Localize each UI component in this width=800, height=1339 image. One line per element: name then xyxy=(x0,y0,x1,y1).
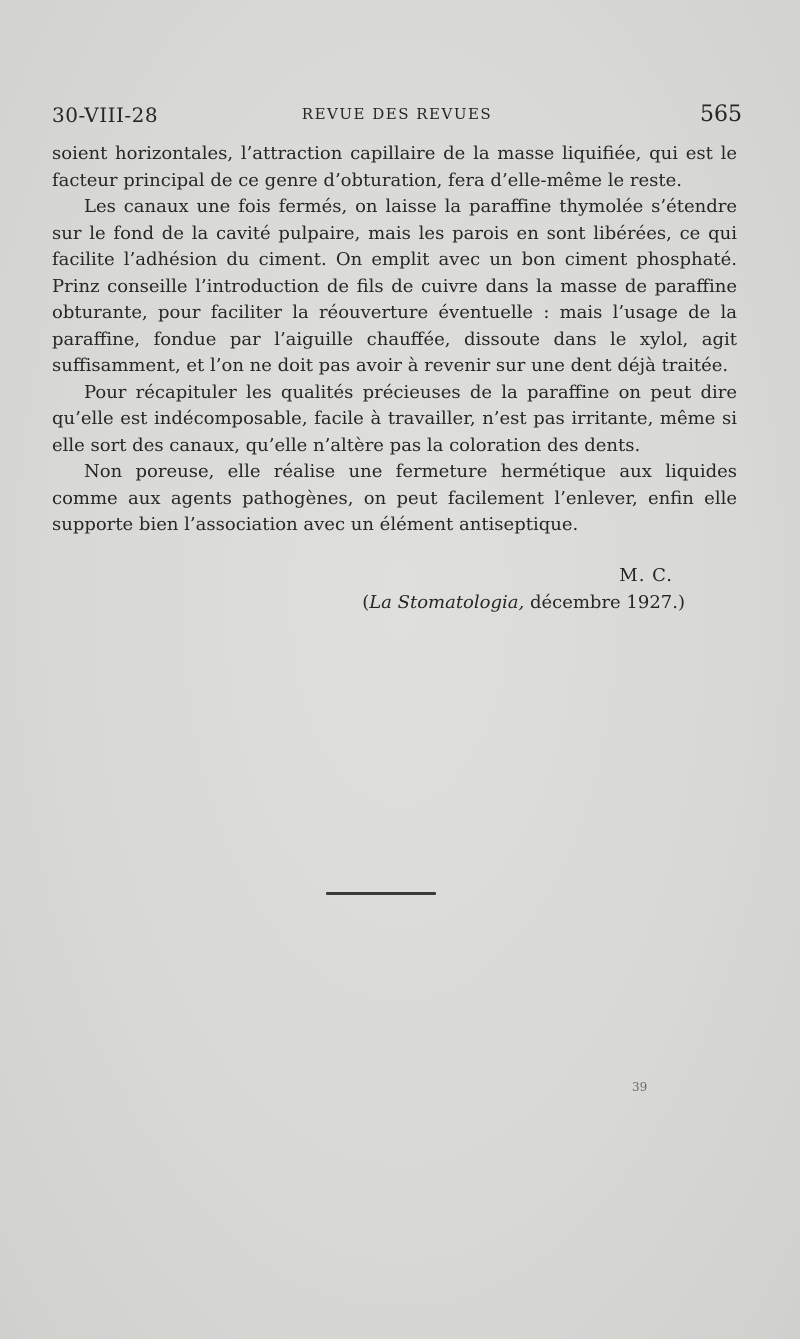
header-title: REVUE DES REVUES xyxy=(301,105,493,123)
source-date: décembre 1927.) xyxy=(524,592,685,613)
running-header xyxy=(52,97,742,131)
section-divider xyxy=(326,892,436,895)
source-citation xyxy=(52,592,685,613)
paragraph-continuation: soient horizontales, l’attraction capillaire de la masse liquifiée, qui est le facteur principal de ce genre d’obturation, fera d’elle-même le reste. xyxy=(52,143,737,191)
paragraph: Pour récapituler les qualités précieuses de la paraffine on peut dire qu’elle est indécomposable, facile à travailler, n’est pas irritante, même si elle sort des canaux, qu’elle n’altère pas la coloration des dents. xyxy=(52,381,737,456)
author-initials: M. C. xyxy=(619,565,673,586)
paragraph: Les canaux une fois fermés, on laisse la paraffine thymolée s’étendre sur le fond de la cavité pulpaire, mais les parois en sont libérées, ce qui facilite l’adhésion du ciment. On emplit avec un bon ciment phosphaté. Prinz conseille l’introduction de fils de cuivre dans la masse de paraffine obturante, pour faciliter la réouverture éventuelle : mais l’usage de la paraffine, fondue par l’aiguille chauffée, dissoute dans le xylol, agit suffisamment, et l’on ne doit pas avoir à revenir sur une dent déjà traitée. xyxy=(52,196,737,376)
paragraph: Non poreuse, elle réalise une fermeture hermétique aux liquides comme aux agents pathogènes, on peut facilement l’enlever, enfin elle supporte bien l’association avec un élément antiseptique. xyxy=(52,461,737,535)
printer-signature-mark: 39 xyxy=(632,1080,648,1094)
article-body xyxy=(52,141,737,539)
page-number: 565 xyxy=(700,102,742,127)
source-journal: La Stomatologia, xyxy=(369,592,525,613)
header-date: 30-VIII-28 xyxy=(52,103,159,127)
source-open-paren: ( xyxy=(362,592,370,613)
